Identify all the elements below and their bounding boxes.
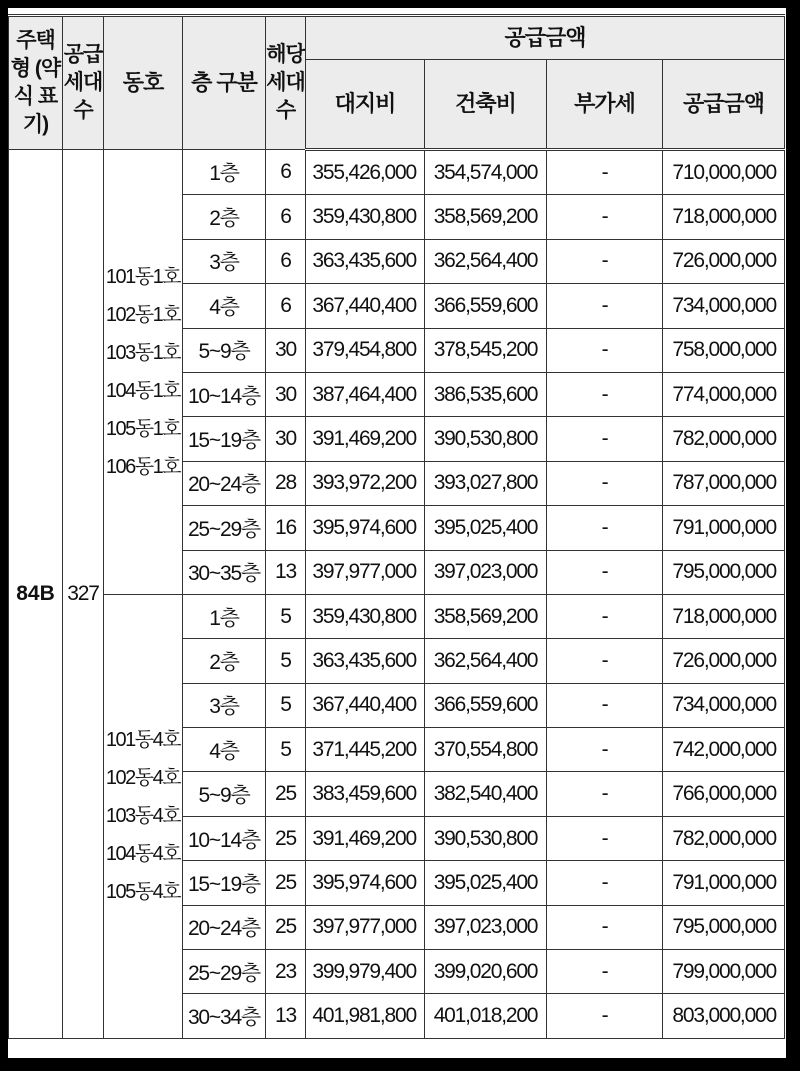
dongho-cell	[104, 594, 183, 1038]
floor-cell: 3층	[183, 683, 266, 727]
land-cost-cell: 395,974,600	[306, 506, 425, 550]
units-cell: 30	[266, 372, 306, 416]
vat-cell: -	[547, 417, 663, 461]
floor-cell: 25~29층	[183, 950, 266, 994]
building-cost-cell: 399,020,600	[425, 950, 547, 994]
building-cost-cell: 390,530,800	[425, 816, 547, 860]
units-cell: 16	[266, 506, 306, 550]
total-amount-cell: 718,000,000	[663, 195, 785, 239]
floor-cell: 1층	[183, 150, 266, 195]
building-cost-cell: 370,554,800	[425, 728, 547, 772]
header-supply-units: 공급 세대 수	[63, 16, 104, 150]
total-amount-cell: 718,000,000	[663, 594, 785, 638]
building-cost-cell: 395,025,400	[425, 506, 547, 550]
floor-cell: 30~34층	[183, 994, 266, 1038]
price-table-frame	[8, 8, 786, 1058]
vat-cell: -	[547, 284, 663, 328]
total-amount-cell: 795,000,000	[663, 550, 785, 594]
land-cost-cell: 363,435,600	[306, 639, 425, 683]
building-cost-cell: 358,569,200	[425, 195, 547, 239]
building-cost-cell: 362,564,400	[425, 239, 547, 283]
land-cost-cell: 391,469,200	[306, 417, 425, 461]
total-amount-cell: 795,000,000	[663, 905, 785, 949]
vat-cell: -	[547, 905, 663, 949]
header-supply-amount-group: 공급금액	[306, 16, 785, 60]
land-cost-cell: 379,454,800	[306, 328, 425, 372]
floor-cell: 3층	[183, 239, 266, 283]
building-cost-cell: 366,559,600	[425, 683, 547, 727]
units-cell: 6	[266, 284, 306, 328]
floor-cell: 5~9층	[183, 328, 266, 372]
floor-cell: 20~24층	[183, 461, 266, 505]
vat-cell: -	[547, 861, 663, 905]
land-cost-cell: 397,977,000	[306, 550, 425, 594]
vat-cell: -	[547, 195, 663, 239]
dongho-item: 104동4호	[105, 843, 181, 866]
total-amount-cell: 766,000,000	[663, 772, 785, 816]
total-amount-cell: 726,000,000	[663, 639, 785, 683]
units-cell: 23	[266, 950, 306, 994]
total-amount-cell: 791,000,000	[663, 506, 785, 550]
total-amount-cell: 799,000,000	[663, 950, 785, 994]
land-cost-cell: 383,459,600	[306, 772, 425, 816]
building-cost-cell: 362,564,400	[425, 639, 547, 683]
building-cost-cell: 395,025,400	[425, 861, 547, 905]
land-cost-cell: 355,426,000	[306, 150, 425, 195]
units-cell: 5	[266, 594, 306, 638]
building-cost-cell: 378,545,200	[425, 328, 547, 372]
dongho-item: 105동4호	[105, 881, 181, 904]
dongho-item: 103동4호	[105, 805, 181, 828]
header-dongho: 동호	[104, 16, 183, 150]
units-cell: 25	[266, 905, 306, 949]
floor-cell: 15~19층	[183, 417, 266, 461]
table-row	[9, 150, 785, 195]
total-amount-cell: 734,000,000	[663, 683, 785, 727]
units-cell: 25	[266, 861, 306, 905]
units-cell: 13	[266, 994, 306, 1038]
land-cost-cell: 393,972,200	[306, 461, 425, 505]
total-amount-cell: 803,000,000	[663, 994, 785, 1038]
dongho-item: 101동1호	[105, 265, 181, 288]
vat-cell: -	[547, 994, 663, 1038]
units-cell: 6	[266, 239, 306, 283]
header-land: 대지비	[306, 60, 425, 150]
floor-cell: 20~24층	[183, 905, 266, 949]
building-cost-cell: 401,018,200	[425, 994, 547, 1038]
total-amount-cell: 726,000,000	[663, 239, 785, 283]
floor-cell: 1층	[183, 594, 266, 638]
building-cost-cell: 358,569,200	[425, 594, 547, 638]
vat-cell: -	[547, 728, 663, 772]
vat-cell: -	[547, 816, 663, 860]
units-cell: 13	[266, 550, 306, 594]
dongho-item: 101동4호	[105, 729, 181, 752]
total-amount-cell: 787,000,000	[663, 461, 785, 505]
total-amount-cell: 758,000,000	[663, 328, 785, 372]
table-row	[9, 594, 785, 638]
dongho-item: 104동1호	[105, 379, 181, 402]
floor-cell: 10~14층	[183, 816, 266, 860]
vat-cell: -	[547, 639, 663, 683]
building-cost-cell: 366,559,600	[425, 284, 547, 328]
dongho-item: 106동1호	[105, 455, 181, 478]
vat-cell: -	[547, 328, 663, 372]
floor-cell: 15~19층	[183, 861, 266, 905]
land-cost-cell: 391,469,200	[306, 816, 425, 860]
header-units: 해당 세대 수	[266, 16, 306, 150]
dongho-item: 102동1호	[105, 303, 181, 326]
dongho-item: 103동1호	[105, 341, 181, 364]
land-cost-cell: 359,430,800	[306, 594, 425, 638]
units-cell: 5	[266, 639, 306, 683]
building-cost-cell: 397,023,000	[425, 905, 547, 949]
units-cell: 5	[266, 728, 306, 772]
header-building: 건축비	[425, 60, 547, 150]
vat-cell: -	[547, 372, 663, 416]
vat-cell: -	[547, 506, 663, 550]
units-cell: 6	[266, 195, 306, 239]
vat-cell: -	[547, 150, 663, 195]
housing-type-cell: 84B	[9, 150, 63, 1039]
vat-cell: -	[547, 683, 663, 727]
building-cost-cell: 382,540,400	[425, 772, 547, 816]
land-cost-cell: 367,440,400	[306, 284, 425, 328]
floor-cell: 25~29층	[183, 506, 266, 550]
units-cell: 25	[266, 816, 306, 860]
total-amount-cell: 734,000,000	[663, 284, 785, 328]
building-cost-cell: 393,027,800	[425, 461, 547, 505]
land-cost-cell: 359,430,800	[306, 195, 425, 239]
vat-cell: -	[547, 550, 663, 594]
header-total: 공급금액	[663, 60, 785, 150]
land-cost-cell: 399,979,400	[306, 950, 425, 994]
floor-cell: 4층	[183, 284, 266, 328]
building-cost-cell: 386,535,600	[425, 372, 547, 416]
land-cost-cell: 367,440,400	[306, 683, 425, 727]
vat-cell: -	[547, 772, 663, 816]
land-cost-cell: 387,464,400	[306, 372, 425, 416]
units-cell: 25	[266, 772, 306, 816]
land-cost-cell: 395,974,600	[306, 861, 425, 905]
vat-cell: -	[547, 239, 663, 283]
units-cell: 6	[266, 150, 306, 195]
floor-cell: 5~9층	[183, 772, 266, 816]
land-cost-cell: 397,977,000	[306, 905, 425, 949]
total-amount-cell: 742,000,000	[663, 728, 785, 772]
floor-cell: 2층	[183, 195, 266, 239]
header-floor: 층 구분	[183, 16, 266, 150]
units-cell: 30	[266, 328, 306, 372]
total-amount-cell: 782,000,000	[663, 816, 785, 860]
building-cost-cell: 397,023,000	[425, 550, 547, 594]
land-cost-cell: 401,981,800	[306, 994, 425, 1038]
total-amount-cell: 782,000,000	[663, 417, 785, 461]
floor-cell: 10~14층	[183, 372, 266, 416]
floor-cell: 30~35층	[183, 550, 266, 594]
units-cell: 30	[266, 417, 306, 461]
supply-units-cell: 327	[63, 150, 104, 1039]
header-vat: 부가세	[547, 60, 663, 150]
header-type: 주택형 (약식 표기)	[9, 16, 63, 150]
vat-cell: -	[547, 950, 663, 994]
vat-cell: -	[547, 461, 663, 505]
dongho-item: 105동1호	[105, 417, 181, 440]
land-cost-cell: 371,445,200	[306, 728, 425, 772]
table-body	[9, 150, 785, 1039]
supply-price-table	[8, 14, 785, 1039]
total-amount-cell: 791,000,000	[663, 861, 785, 905]
total-amount-cell: 710,000,000	[663, 150, 785, 195]
units-cell: 5	[266, 683, 306, 727]
building-cost-cell: 390,530,800	[425, 417, 547, 461]
dongho-item: 102동4호	[105, 767, 181, 790]
land-cost-cell: 363,435,600	[306, 239, 425, 283]
building-cost-cell: 354,574,000	[425, 150, 547, 195]
floor-cell: 4층	[183, 728, 266, 772]
dongho-cell	[104, 150, 183, 595]
vat-cell: -	[547, 594, 663, 638]
units-cell: 28	[266, 461, 306, 505]
floor-cell: 2층	[183, 639, 266, 683]
total-amount-cell: 774,000,000	[663, 372, 785, 416]
